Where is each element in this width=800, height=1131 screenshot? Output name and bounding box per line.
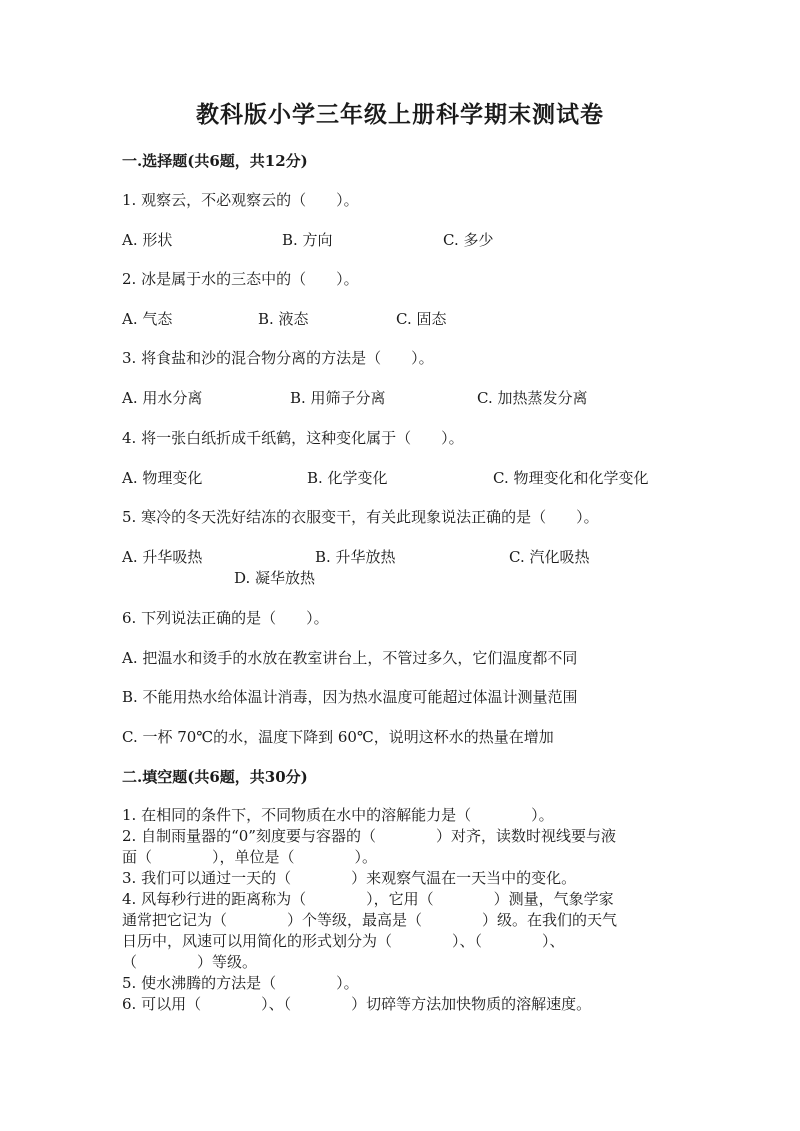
fill-line-7: 日历中，风速可以用简化的形式划分为（ ）、（ ）、 [122, 932, 565, 950]
q2-option-c: C. 固态 [396, 310, 447, 328]
question-1: 1. 观察云，不必观察云的（ ）。 [122, 191, 359, 209]
q5-option-b: B. 升华放热 [315, 548, 396, 566]
fill-line-10: 6. 可以用（ ）、（ ）切碎等方法加快物质的溶解速度。 [122, 995, 592, 1013]
fill-line-3: 面（ ），单位是（ ）。 [122, 848, 378, 866]
fill-line-6: 通常把它记为（ ）个等级，最高是（ ）级。在我们的天气 [122, 911, 618, 929]
q6-option-b: B. 不能用热水给体温计消毒，因为热水温度可能超过体温计测量范围 [122, 688, 578, 706]
fill-line-8: （ ）等级。 [122, 953, 258, 971]
q3-option-b: B. 用筛子分离 [290, 389, 386, 407]
fill-line-4: 3. 我们可以通过一天的（ ）来观察气温在一天当中的变化。 [122, 869, 577, 887]
q1-option-c: C. 多少 [443, 231, 494, 249]
q3-option-c: C. 加热蒸发分离 [477, 389, 588, 407]
q4-option-c: C. 物理变化和化学变化 [493, 469, 649, 487]
page-title: 教科版小学三年级上册科学期末测试卷 [196, 102, 604, 128]
question-3: 3. 将食盐和沙的混合物分离的方法是（ ）。 [122, 349, 434, 367]
fill-line-9: 5. 使水沸腾的方法是（ ）。 [122, 974, 359, 992]
question-4: 4. 将一张白纸折成千纸鹤，这种变化属于（ ）。 [122, 429, 464, 447]
q1-option-a: A. 形状 [122, 231, 173, 249]
fill-line-2: 2. 自制雨量器的“0”刻度要与容器的（ ）对齐，读数时视线要与液 [122, 827, 616, 845]
q6-option-a: A. 把温水和烫手的水放在教室讲台上，不管过多久，它们温度都不同 [122, 649, 578, 667]
question-6: 6. 下列说法正确的是（ ）。 [122, 609, 329, 627]
q2-option-b: B. 液态 [258, 310, 309, 328]
q5-option-c: C. 汽化吸热 [509, 548, 590, 566]
fill-line-1: 1. 在相同的条件下，不同物质在水中的溶解能力是（ ）。 [122, 806, 554, 824]
q6-option-c: C. 一杯 70℃的水，温度下降到 60℃，说明这杯水的热量在增加 [122, 728, 554, 746]
question-2: 2. 冰是属于水的三态中的（ ）。 [122, 270, 359, 288]
q2-option-a: A. 气态 [122, 310, 173, 328]
q4-option-b: B. 化学变化 [307, 469, 388, 487]
section-heading-fill: 二.填空题(共6题，共30分) [122, 768, 308, 786]
q5-option-a: A. 升华吸热 [122, 548, 203, 566]
q3-option-a: A. 用水分离 [122, 389, 203, 407]
q1-option-b: B. 方向 [282, 231, 333, 249]
fill-line-5: 4. 风每秒行进的距离称为（ ），它用（ ）测量，气象学家 [122, 890, 614, 908]
q5-option-d: D. 凝华放热 [234, 569, 316, 587]
section-heading-choice: 一.选择题(共6题，共12分) [122, 152, 308, 170]
question-5: 5. 寒冷的冬天洗好结冻的衣服变干，有关此现象说法正确的是（ ）。 [122, 508, 599, 526]
q4-option-a: A. 物理变化 [122, 469, 203, 487]
